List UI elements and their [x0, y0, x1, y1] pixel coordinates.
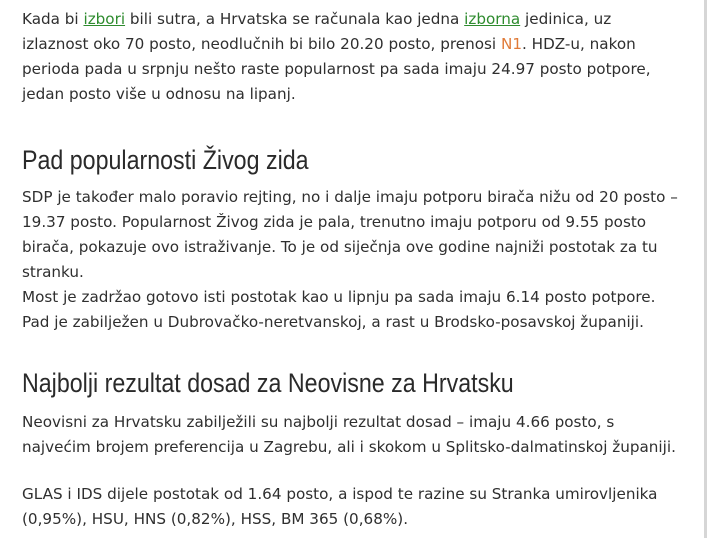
section-heading: Najbolji rezultat dosad za Neovisne za Hrvatsku	[22, 368, 514, 398]
article-paragraph: Most je zadržao gotovo isti postotak kao u lipnju pa sada imaju 6.14 posto potpore. Pad je zabilježen u Dubrovačko-neretvanskoj, a rast u Brodsko-posavskoj županiji.	[22, 288, 656, 331]
article-paragraph	[22, 7, 682, 107]
paragraph-text: . HDZ-u, nakon perioda pada u srpnju nešto raste popularnost pa sada imaju 24.97 posto potpore, jedan posto više u odnosu na lipanj.	[22, 35, 651, 103]
link-izbori[interactable]: izbori	[83, 10, 126, 28]
paragraph-text: jedinica, uz izlaznost oko 70 posto, neodlučnih bi bilo 20.20 posto, prenosi	[22, 10, 612, 53]
article-paragraph: GLAS i IDS dijele postotak od 1.64 posto, a ispod te razine su Stranka umirovljenika (0,95%), HSU, HNS (0,82%), HSS, BM 365 (0,68%).	[22, 485, 658, 528]
link-izborna[interactable]: izborna	[464, 10, 521, 28]
paragraph-text: Kada bi	[22, 10, 84, 28]
section-heading: Pad popularnosti Živog zida	[22, 145, 309, 175]
article-paragraph: Neovisni za Hrvatsku zabilježili su najbolji rezultat dosad – imaju 4.66 posto, s najvećim brojem preferencija u Zagrebu, ali i skokom u Splitsko-dalmatinskoj županiji.	[22, 413, 676, 456]
article-paragraph: SDP je također malo poravio rejting, no i dalje imaju potporu birača nižu od 20 posto – 19.37 posto. Popularnost Živog zida je pala, trenutno imaju potporu od 9.55 posto birača, pokazuje ovo istraživanje. To je od siječnja ove godine najniži postotak za tu stranku.	[22, 188, 678, 281]
paragraph-text: bili sutra, a Hrvatska se računala kao jedna	[125, 10, 465, 28]
source-n1: N1	[500, 35, 523, 53]
